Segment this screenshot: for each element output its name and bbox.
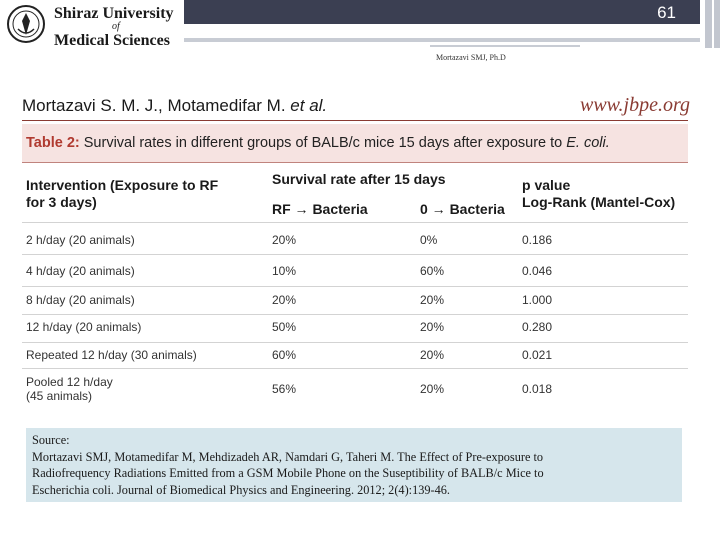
cell-intervention — [26, 375, 113, 403]
table-row-divider — [22, 254, 688, 255]
caption-label: Table 2: — [26, 135, 80, 151]
cell-zero-bacteria: 0% — [420, 233, 438, 247]
cell-rf-bacteria: 56% — [272, 382, 297, 396]
cell-intervention-line: 2 h/day (20 animals) — [26, 233, 135, 247]
col-intervention-header-line1: Intervention (Exposure to RF — [26, 177, 219, 193]
article-authors — [22, 96, 327, 116]
logo-of: of — [112, 21, 120, 32]
source-citation — [26, 428, 682, 502]
journal-website: www.jbpe.org — [580, 94, 691, 116]
university-emblem-icon — [6, 3, 46, 45]
logo-line2: Medical Sciences — [54, 32, 170, 49]
cell-pvalue: 1.000 — [522, 293, 553, 307]
cell-zero-bacteria: 20% — [420, 293, 445, 307]
cell-intervention — [26, 293, 135, 307]
cell-rf-bacteria: 20% — [272, 293, 297, 307]
col-intervention-header-line2: for 3 days) — [26, 194, 97, 210]
cell-pvalue: 0.021 — [522, 348, 553, 362]
cell-intervention — [26, 320, 141, 334]
col-pvalue-header — [522, 177, 675, 211]
table-row-divider — [22, 368, 688, 369]
survival-group-header: Survival rate after 15 days — [272, 171, 446, 187]
col-zero-bacteria-header: 0 → Bacteria — [420, 201, 505, 217]
table-row-divider — [22, 314, 688, 315]
author-credit: Mortazavi SMJ, Ph.D — [436, 53, 506, 62]
cell-intervention-line: Repeated 12 h/day (30 animals) — [26, 348, 197, 362]
cell-pvalue: 0.280 — [522, 320, 553, 334]
col-pvalue-header-line1: p value — [522, 177, 571, 193]
cell-rf-bacteria: 20% — [272, 233, 297, 247]
university-logo — [4, 3, 184, 47]
col-intervention-header — [26, 177, 218, 211]
cell-intervention-line: 4 h/day (20 animals) — [26, 264, 135, 278]
cell-zero-bacteria: 60% — [420, 264, 445, 278]
table-caption-box — [22, 124, 688, 163]
header-divider-short — [430, 45, 580, 47]
cell-intervention — [26, 264, 135, 278]
caption-text: Survival rates in different groups of BALB/c mice 15 days after exposure to — [83, 135, 563, 151]
right-bar-line — [712, 0, 714, 48]
cell-rf-bacteria: 50% — [272, 320, 297, 334]
cell-rf-bacteria: 10% — [272, 264, 297, 278]
cell-intervention-line: 8 h/day (20 animals) — [26, 293, 135, 307]
cell-intervention-line: 12 h/day (20 animals) — [26, 320, 142, 334]
cell-zero-bacteria: 20% — [420, 382, 445, 396]
table-row-divider — [22, 342, 688, 343]
cell-pvalue: 0.018 — [522, 382, 553, 396]
cell-intervention — [26, 348, 197, 362]
logo-line1: Shiraz University — [54, 5, 174, 22]
logo-text — [54, 5, 174, 49]
cell-zero-bacteria: 20% — [420, 320, 445, 334]
source-line-1: Mortazavi SMJ, Motamedifar M, Mehdizadeh AR, Namdari G, Taheri M. The Effect of Pre-exposure to — [32, 449, 544, 464]
col-rf-bacteria-header: RF → Bacteria — [272, 201, 368, 217]
source-line-3: Escherichia coli. Journal of Biomedical Physics and Engineering. 2012; 2(4):139-46. — [32, 482, 450, 497]
table-row-divider — [22, 286, 688, 287]
cell-pvalue: 0.046 — [522, 264, 553, 278]
table-caption — [26, 135, 610, 151]
cell-intervention — [26, 233, 135, 247]
cell-pvalue: 0.186 — [522, 233, 553, 247]
cell-rf-bacteria: 60% — [272, 348, 297, 362]
header-divider — [184, 38, 700, 42]
etal-text: et al. — [290, 96, 328, 115]
source-label: Source: — [32, 433, 70, 447]
authors-text: Mortazavi S. M. J., Motamedifar M. — [22, 96, 286, 115]
cell-intervention-line: (45 animals) — [26, 389, 93, 403]
page-number: 61 — [657, 3, 676, 22]
table-row-divider — [22, 222, 688, 223]
caption-italic: E. coli. — [566, 135, 610, 151]
cell-zero-bacteria: 20% — [420, 348, 445, 362]
col-pvalue-header-line2: Log-Rank (Mantel-Cox) — [522, 194, 676, 210]
source-line-2: Radiofrequency Radiations Emitted from a GSM Mobile Phone on the Suseptibility of BALB/c Mice to — [32, 466, 544, 480]
top-bar — [184, 0, 700, 24]
cell-intervention-line: Pooled 12 h/day — [26, 375, 113, 389]
article-separator — [22, 120, 688, 121]
